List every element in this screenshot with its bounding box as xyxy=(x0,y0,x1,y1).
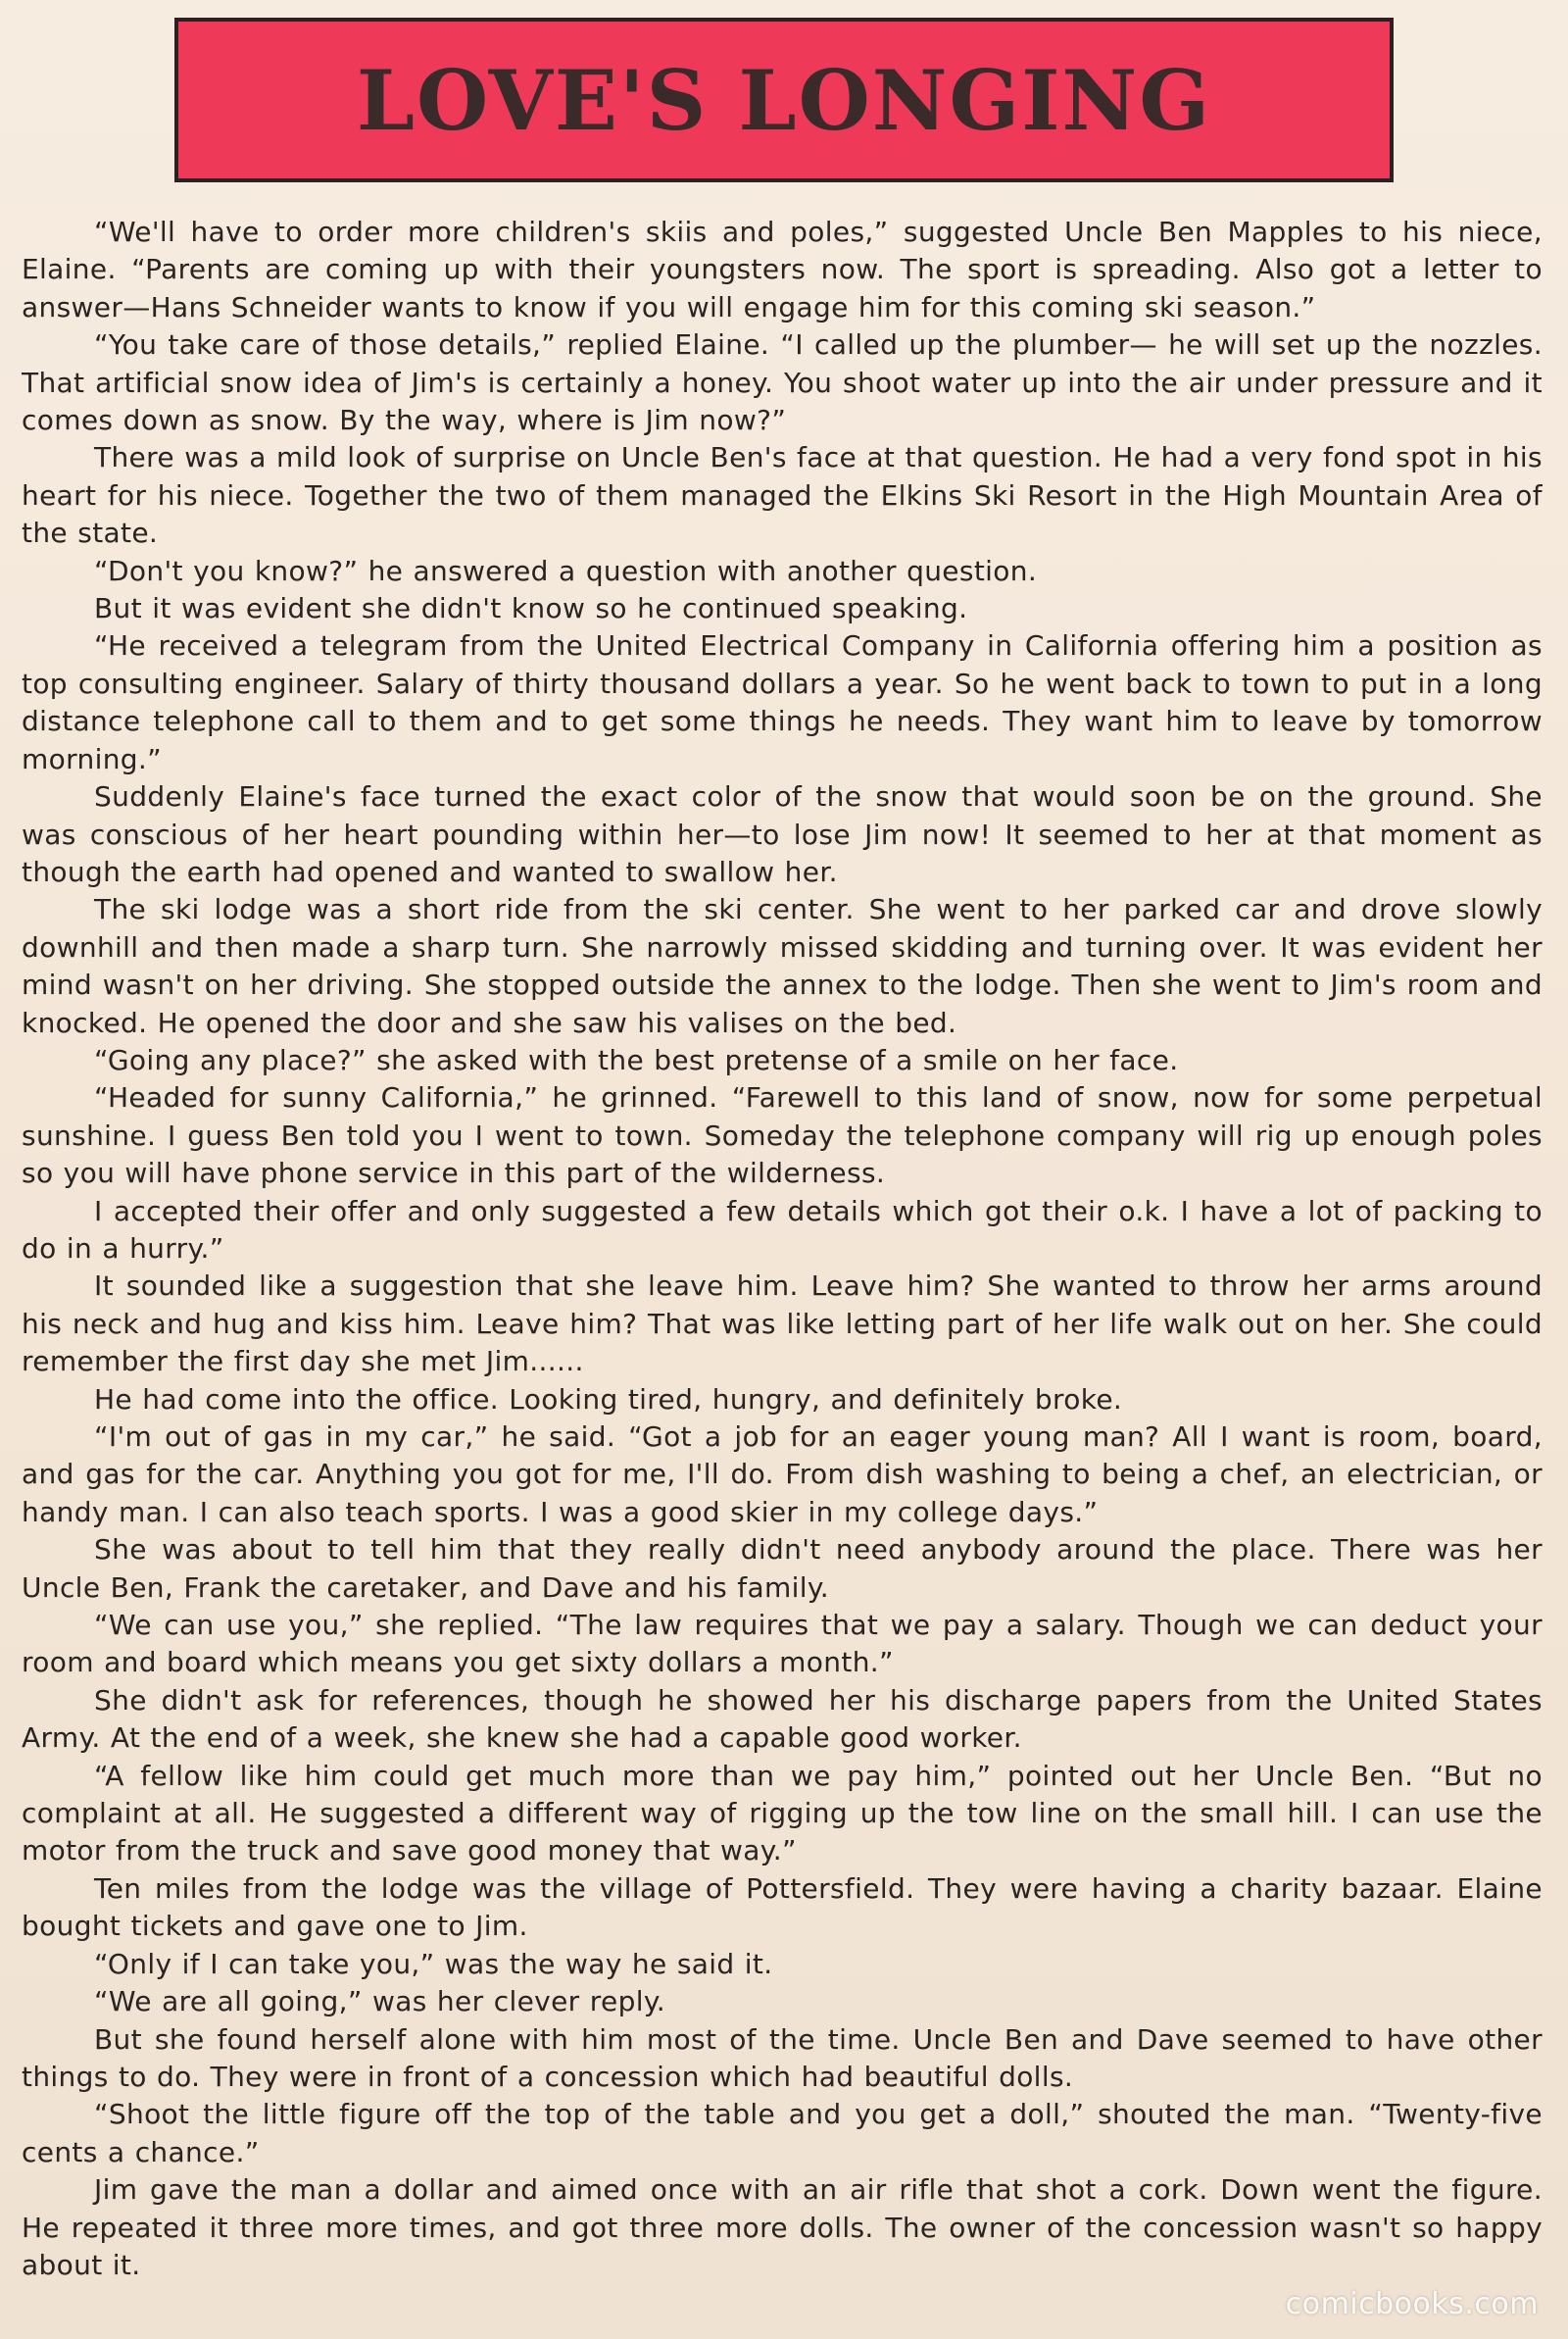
paragraph: She was about to tell him that they really didn't need anybody around the place. There was her Uncle Ben, Frank the caretaker, and Dave and his family. xyxy=(22,1533,1543,1604)
paragraph: But it was evident she didn't know so he continued speaking. xyxy=(94,592,968,625)
paragraph: But she found herself alone with him most of the time. Uncle Ben and Dave seemed to have other things to do. They were in front of a concession which had beautiful dolls. xyxy=(22,2022,1543,2093)
paragraph: It sounded like a suggestion that she leave him. Leave him? She wanted to throw her arms around his neck and hug and kiss him. Leave him? That was like letting part of her life walk out on her. She could remember the first day she met Jim...... xyxy=(22,1269,1543,1378)
paragraph: Jim gave the man a dollar and aimed once with an air rifle that shot a cork. Down went the figure. He repeated it three more times, and got three more dolls. The owner of the concession wasn't so happy about it. xyxy=(22,2173,1543,2281)
paragraph: Suddenly Elaine's face turned the exact color of the snow that would soon be on the ground. She was conscious of her heart pounding within her—to lose Jim now! It seemed to her at that moment as though the earth had opened and wanted to swallow her. xyxy=(22,780,1543,888)
paragraph: He had come into the office. Looking tired, hungry, and definitely broke. xyxy=(94,1382,1123,1416)
paragraph: “Only if I can take you,” was the way he said it. xyxy=(94,1947,773,1980)
paragraph: She didn't ask for references, though he showed her his discharge papers from the United States Army. At the end of a week, she knew she had a capable good worker. xyxy=(22,1683,1543,1755)
title-banner xyxy=(174,18,1394,182)
story-title: LOVE'S LONGING xyxy=(356,51,1212,149)
paragraph: “Shoot the little figure off the top of the table and you get a doll,” shouted the man. “Twenty-five cents a chance.” xyxy=(22,2098,1543,2168)
story-body xyxy=(22,214,1543,2302)
paragraph: “Going any place?” she asked with the best pretense of a smile on her face. xyxy=(94,1043,1179,1076)
paragraph: “Don't you know?” he answered a question with another question. xyxy=(94,554,1038,587)
paragraph: I accepted their offer and only suggested a few details which got their o.k. I have a lot of packing to do in a hurry.” xyxy=(22,1194,1543,1265)
paragraph: “You take care of those details,” replied Elaine. “I called up the plumber— he will set up the nozzles. That artificial snow idea of Jim's is certainly a honey. You shoot water up into the air under pressure and it comes down as snow. By the way, where is Jim now?” xyxy=(22,328,1543,437)
paragraph: “Headed for sunny California,” he grinned. “Farewell to this land of snow, now for some perpetual sunshine. I guess Ben told you I went to town. Someday the telephone company will rig up enough poles so you will have phone service in this part of the wilderness. xyxy=(22,1081,1543,1190)
watermark-text: comicbooks.com xyxy=(1285,2287,1539,2321)
paragraph: There was a mild look of surprise on Uncle Ben's face at that question. He had a very fond spot in his heart for his niece. Together the two of them managed the Elkins Ski Resort in the High Mountain Area of the state. xyxy=(22,441,1543,550)
paragraph: “We'll have to order more children's skiis and poles,” suggested Uncle Ben Mapples to his niece, Elaine. “Parents are coming up with their youngsters now. The sport is spreading. Also got a letter to answer—Hans Schneider wants to know if you will engage him for this coming ski season.” xyxy=(22,216,1543,323)
paragraph: “A fellow like him could get much more than we pay him,” pointed out her Uncle Ben. “But no complaint at all. He suggested a different way of rigging up the tow line on the small hill. I can use the motor from the truck and save good money that way.” xyxy=(22,1759,1543,1867)
paragraph: “He received a telegram from the United Electrical Company in California offering him a position as top consulting engineer. Salary of thirty thousand dollars a year. So he went back to town to put in a long distance telephone call to them and to get some things he needs. They want him to leave by tomorrow morning.” xyxy=(22,629,1543,775)
paragraph: “We are all going,” was her clever reply. xyxy=(94,1985,666,2018)
paragraph: Ten miles from the lodge was the village of Pottersfield. They were having a charity bazaar. Elaine bought tickets and gave one to Jim. xyxy=(22,1871,1543,1943)
paragraph: “I'm out of gas in my car,” he said. “Got a job for an eager young man? All I want is room, board, and gas for the car. Anything you got for me, I'll do. From dish washing to being a chef, an electrician, or handy man. I can also teach sports. I was a good skier in my college days.” xyxy=(22,1420,1543,1528)
paragraph: The ski lodge was a short ride from the ski center. She went to her parked car and drove slowly downhill and then made a sharp turn. She narrowly missed skidding and turning over. It was evident her mind wasn't on her driving. She stopped outside the annex to the lodge. Then she went to Jim's room and knocked. He opened the door and she saw his valises on the bed. xyxy=(22,893,1543,1039)
paragraph: “We can use you,” she replied. “The law requires that we pay a salary. Though we can deduct your room and board which means you get sixty dollars a month.” xyxy=(22,1609,1543,1679)
